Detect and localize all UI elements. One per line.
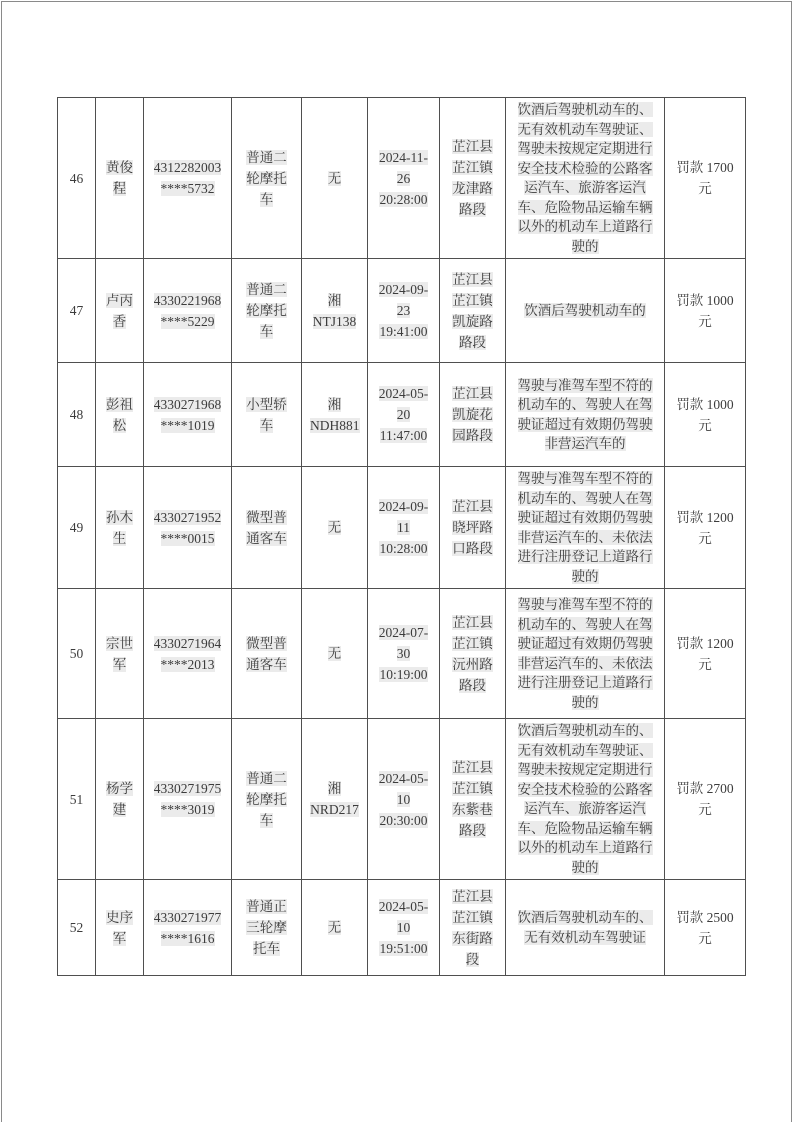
location-cell (440, 363, 506, 467)
datetime-cell (368, 719, 440, 880)
table-row (58, 589, 746, 719)
vehicle-type-cell (232, 98, 302, 259)
table-row (58, 259, 746, 363)
violation-location: 芷江县芷江镇沅州路路段 (452, 614, 493, 693)
plate-number: 湘NDH881 (310, 396, 360, 433)
plate-cell (302, 467, 368, 589)
vehicle-type: 微型普通客车 (246, 635, 287, 672)
violation-location: 芷江县芷江镇东紫巷路段 (452, 760, 493, 838)
driver-name: 孙木生 (106, 509, 133, 546)
id-number: 4312282003****5732 (153, 160, 222, 196)
name-cell (96, 589, 144, 719)
violation-location: 芷江县晓坪路口路段 (452, 499, 493, 556)
violation-cell (506, 880, 665, 976)
plate-number: 无 (327, 520, 342, 535)
violation-cell (506, 98, 665, 259)
table-row (58, 363, 746, 467)
row-number-cell (58, 719, 96, 880)
id-number: 4330271977****1616 (153, 909, 222, 946)
row-number-cell (58, 589, 96, 719)
row-number: 49 (69, 520, 84, 535)
location-cell (440, 98, 506, 259)
fine-cell (665, 719, 746, 880)
driver-name: 杨学建 (106, 781, 133, 817)
vehicle-type-cell (232, 880, 302, 976)
vehicle-type-cell (232, 719, 302, 880)
violation-description: 驾驶与准驾车型不符的机动车的、驾驶人在驾驶证超过有效期仍驾驶非营运汽车的、未依法进行注册登记上道路行驶的 (517, 471, 653, 584)
location-cell (440, 467, 506, 589)
driver-name: 卢丙香 (106, 292, 133, 329)
vehicle-type: 普通正三轮摩托车 (246, 899, 287, 956)
name-cell (96, 259, 144, 363)
name-cell (96, 880, 144, 976)
id-number-cell (144, 98, 232, 259)
driver-name: 宗世军 (106, 635, 133, 672)
violation-description: 饮酒后驾驶机动车的、无有效机动车驾驶证 (517, 910, 653, 945)
violation-datetime: 2024-05-10 19:51:00 (378, 899, 429, 956)
id-number: 4330271964****2013 (153, 635, 222, 672)
violation-datetime: 2024-11-26 20:28:00 (379, 149, 428, 207)
datetime-cell (368, 880, 440, 976)
violation-description: 饮酒后驾驶机动车的 (524, 302, 646, 318)
table-row (58, 880, 746, 976)
plate-number: 湘NTJ138 (312, 292, 357, 329)
table-row (58, 98, 746, 259)
driver-name: 彭祖松 (106, 396, 133, 433)
violation-cell (506, 467, 665, 589)
violation-description: 饮酒后驾驶机动车的、无有效机动车驾驶证、驾驶未按规定定期进行安全技术检验的公路客运汽车、旅游客运汽车、危险物品运输车辆以外的机动车上道路行驶的 (517, 723, 653, 875)
violation-cell (506, 259, 665, 363)
row-number-cell (58, 259, 96, 363)
name-cell (96, 363, 144, 467)
vehicle-type-cell (232, 589, 302, 719)
violation-cell (506, 589, 665, 719)
violation-location: 芷江县凯旋花园路段 (452, 386, 493, 443)
id-number-cell (144, 363, 232, 467)
table-row (58, 467, 746, 589)
plate-number: 湘NRD217 (310, 781, 359, 817)
vehicle-type-cell (232, 467, 302, 589)
vehicle-type: 普通二轮摩托车 (246, 282, 287, 339)
fine-amount: 罚款 1200 元 (676, 509, 734, 546)
row-number: 46 (69, 170, 84, 186)
vehicle-type: 普通二轮摩托车 (246, 770, 287, 828)
id-number-cell (144, 259, 232, 363)
violation-cell (506, 719, 665, 880)
driver-name: 史序军 (106, 909, 133, 946)
row-number-cell (58, 98, 96, 259)
fine-cell (665, 363, 746, 467)
row-number-cell (58, 363, 96, 467)
fine-amount: 罚款 2500 元 (676, 909, 734, 946)
violation-table (57, 97, 746, 976)
plate-cell (302, 880, 368, 976)
fine-amount: 罚款 1700 元 (676, 160, 734, 196)
fine-cell (665, 589, 746, 719)
row-number: 48 (69, 407, 84, 422)
fine-amount: 罚款 1000 元 (676, 396, 734, 433)
fine-cell (665, 98, 746, 259)
plate-cell (302, 363, 368, 467)
violation-datetime: 2024-09-23 19:41:00 (378, 282, 429, 339)
violation-location: 芷江县芷江镇凯旋路路段 (452, 271, 493, 350)
id-number: 4330271968****1019 (153, 396, 222, 433)
plate-cell (302, 98, 368, 259)
fine-cell (665, 259, 746, 363)
plate-number: 无 (327, 920, 342, 935)
violation-datetime: 2024-05-10 20:30:00 (378, 770, 429, 828)
violation-location: 芷江县芷江镇东街路段 (452, 888, 493, 967)
violation-cell (506, 363, 665, 467)
plate-cell (302, 589, 368, 719)
name-cell (96, 467, 144, 589)
row-number: 51 (69, 791, 84, 807)
fine-amount: 罚款 1200 元 (676, 635, 734, 672)
fine-amount: 罚款 1000 元 (676, 292, 734, 329)
violation-description: 饮酒后驾驶机动车的、无有效机动车驾驶证、驾驶未按规定定期进行安全技术检验的公路客运汽车、旅游客运汽车、危险物品运输车辆以外的机动车上道路行驶的 (517, 102, 653, 254)
id-number-cell (144, 880, 232, 976)
plate-cell (302, 259, 368, 363)
plate-cell (302, 719, 368, 880)
violation-location: 芷江县芷江镇龙津路路段 (452, 139, 493, 217)
datetime-cell (368, 259, 440, 363)
location-cell (440, 589, 506, 719)
datetime-cell (368, 98, 440, 259)
vehicle-type: 微型普通客车 (246, 509, 287, 546)
plate-number: 无 (327, 170, 342, 186)
id-number-cell (144, 719, 232, 880)
violation-description: 驾驶与准驾车型不符的机动车的、驾驶人在驾驶证超过有效期仍驾驶非营运汽车的 (517, 377, 653, 451)
driver-name: 黄俊程 (106, 160, 133, 196)
row-number-cell (58, 467, 96, 589)
fine-cell (665, 880, 746, 976)
violation-datetime: 2024-07-30 10:19:00 (378, 625, 429, 682)
violation-description: 驾驶与准驾车型不符的机动车的、驾驶人在驾驶证超过有效期仍驾驶非营运汽车的、未依法进行注册登记上道路行驶的 (517, 597, 653, 710)
location-cell (440, 880, 506, 976)
violation-datetime: 2024-05-20 11:47:00 (378, 386, 429, 443)
name-cell (96, 98, 144, 259)
id-number: 4330271975****3019 (153, 781, 222, 817)
vehicle-type-cell (232, 259, 302, 363)
row-number-cell (58, 880, 96, 976)
fine-amount: 罚款 2700 元 (676, 781, 734, 817)
id-number: 4330271952****0015 (153, 509, 222, 546)
vehicle-type: 小型轿车 (246, 396, 287, 433)
fine-cell (665, 467, 746, 589)
vehicle-type: 普通二轮摩托车 (246, 149, 287, 207)
datetime-cell (368, 363, 440, 467)
id-number: 4330221968****5229 (153, 292, 222, 329)
row-number: 50 (69, 646, 84, 661)
row-number: 47 (69, 303, 84, 318)
vehicle-type-cell (232, 363, 302, 467)
plate-number: 无 (327, 646, 342, 661)
datetime-cell (368, 589, 440, 719)
id-number-cell (144, 589, 232, 719)
name-cell (96, 719, 144, 880)
datetime-cell (368, 467, 440, 589)
id-number-cell (144, 467, 232, 589)
violation-datetime: 2024-09-11 10:28:00 (378, 499, 429, 556)
table-row (58, 719, 746, 880)
row-number: 52 (69, 920, 84, 935)
location-cell (440, 719, 506, 880)
location-cell (440, 259, 506, 363)
